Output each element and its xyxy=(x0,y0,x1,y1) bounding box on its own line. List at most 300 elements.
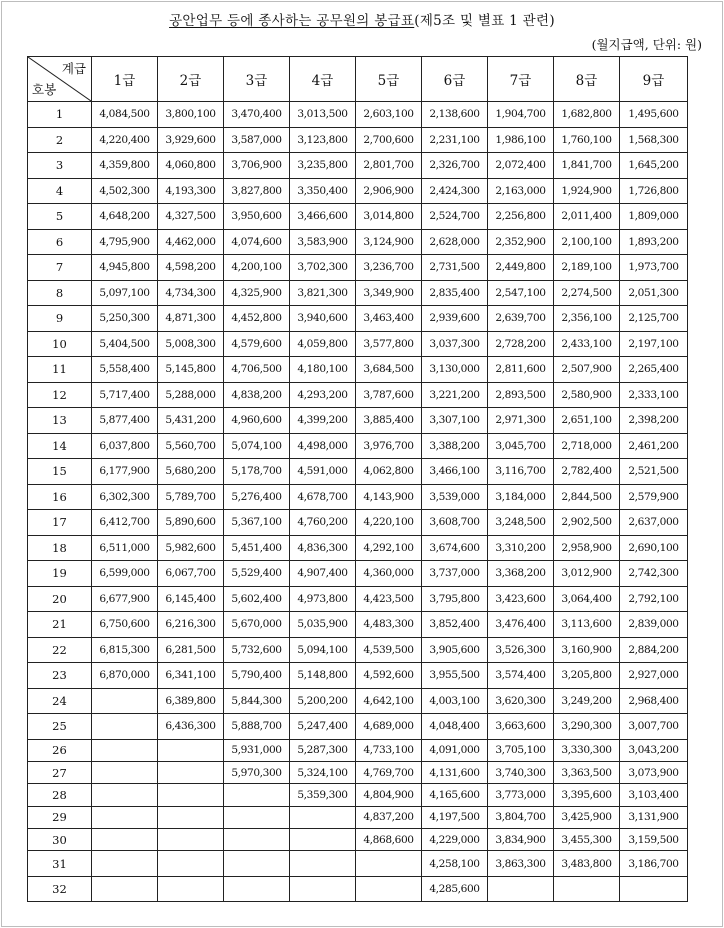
pay-cell: 2,521,500 xyxy=(620,459,688,485)
pay-cell: 3,235,800 xyxy=(290,153,356,179)
pay-cell: 4,733,100 xyxy=(356,739,422,761)
grade-header-3: 3급 xyxy=(224,57,290,102)
pay-cell: 4,462,000 xyxy=(158,229,224,255)
pay-cell: 4,074,600 xyxy=(224,229,290,255)
pay-cell: 1,726,800 xyxy=(620,178,688,204)
pay-cell xyxy=(158,876,224,902)
step-cell: 14 xyxy=(28,433,92,459)
pay-cell: 3,350,400 xyxy=(290,178,356,204)
pay-cell: 5,844,300 xyxy=(224,688,290,714)
pay-cell: 6,216,300 xyxy=(158,612,224,638)
pay-cell: 2,637,000 xyxy=(620,510,688,536)
pay-table-body xyxy=(28,102,688,902)
table-row xyxy=(28,663,688,689)
table-row xyxy=(28,280,688,306)
pay-cell: 2,072,400 xyxy=(488,153,554,179)
pay-cell: 4,003,100 xyxy=(422,688,488,714)
pay-cell xyxy=(92,876,158,902)
pay-cell: 3,463,400 xyxy=(356,306,422,332)
pay-cell: 4,285,600 xyxy=(422,876,488,902)
step-cell: 15 xyxy=(28,459,92,485)
pay-cell: 5,367,100 xyxy=(224,510,290,536)
pay-cell: 3,705,100 xyxy=(488,739,554,761)
pay-cell: 4,220,100 xyxy=(356,510,422,536)
pay-cell: 4,327,500 xyxy=(158,204,224,230)
pay-cell: 2,939,600 xyxy=(422,306,488,332)
table-row xyxy=(28,688,688,714)
step-cell: 19 xyxy=(28,561,92,587)
pay-cell: 2,256,800 xyxy=(488,204,554,230)
pay-cell: 5,074,100 xyxy=(224,433,290,459)
pay-cell xyxy=(620,876,688,902)
pay-cell: 4,871,300 xyxy=(158,306,224,332)
pay-cell: 5,890,600 xyxy=(158,510,224,536)
pay-cell: 4,084,500 xyxy=(92,102,158,128)
pay-cell: 2,547,100 xyxy=(488,280,554,306)
pay-cell: 3,955,500 xyxy=(422,663,488,689)
pay-cell xyxy=(92,851,158,877)
pay-cell: 2,125,700 xyxy=(620,306,688,332)
pay-cell: 5,670,000 xyxy=(224,612,290,638)
pay-cell: 1,924,900 xyxy=(554,178,620,204)
pay-cell: 5,602,400 xyxy=(224,586,290,612)
pay-cell: 3,363,500 xyxy=(554,761,620,783)
pay-cell: 3,455,300 xyxy=(554,829,620,851)
pay-cell: 2,274,500 xyxy=(554,280,620,306)
pay-cell: 2,326,700 xyxy=(422,153,488,179)
pay-cell: 6,412,700 xyxy=(92,510,158,536)
pay-cell: 3,423,600 xyxy=(488,586,554,612)
pay-cell: 2,651,100 xyxy=(554,408,620,434)
pay-cell: 4,642,100 xyxy=(356,688,422,714)
pay-cell: 4,399,200 xyxy=(290,408,356,434)
pay-cell: 3,103,400 xyxy=(620,784,688,806)
pay-cell: 4,907,400 xyxy=(290,561,356,587)
table-row xyxy=(28,761,688,783)
step-cell: 6 xyxy=(28,229,92,255)
pay-cell: 1,973,700 xyxy=(620,255,688,281)
pay-cell: 3,740,300 xyxy=(488,761,554,783)
step-cell: 1 xyxy=(28,102,92,128)
step-cell: 16 xyxy=(28,484,92,510)
document-title-sub: (제5조 및 별표 1 관련) xyxy=(414,13,555,29)
step-cell: 17 xyxy=(28,510,92,536)
pay-cell: 1,893,200 xyxy=(620,229,688,255)
step-cell: 28 xyxy=(28,784,92,806)
pay-cell: 4,258,100 xyxy=(422,851,488,877)
pay-cell xyxy=(290,851,356,877)
pay-cell: 2,801,700 xyxy=(356,153,422,179)
pay-cell: 1,841,700 xyxy=(554,153,620,179)
step-cell: 21 xyxy=(28,612,92,638)
pay-cell: 3,587,000 xyxy=(224,127,290,153)
pay-cell: 4,973,800 xyxy=(290,586,356,612)
pay-cell: 2,782,400 xyxy=(554,459,620,485)
pay-cell xyxy=(290,806,356,828)
pay-cell: 5,359,300 xyxy=(290,784,356,806)
pay-cell: 5,324,100 xyxy=(290,761,356,783)
pay-cell: 3,526,300 xyxy=(488,637,554,663)
pay-cell xyxy=(158,851,224,877)
pay-cell: 2,628,000 xyxy=(422,229,488,255)
pay-cell: 3,539,000 xyxy=(422,484,488,510)
pay-cell: 5,560,700 xyxy=(158,433,224,459)
table-row xyxy=(28,510,688,536)
table-row xyxy=(28,851,688,877)
pay-cell: 4,838,200 xyxy=(224,382,290,408)
pay-cell: 6,599,000 xyxy=(92,561,158,587)
pay-cell: 4,048,400 xyxy=(422,714,488,740)
pay-cell xyxy=(92,739,158,761)
pay-cell: 3,330,300 xyxy=(554,739,620,761)
pay-cell: 3,073,900 xyxy=(620,761,688,783)
pay-cell: 2,424,300 xyxy=(422,178,488,204)
pay-cell: 6,436,300 xyxy=(158,714,224,740)
pay-cell: 4,592,600 xyxy=(356,663,422,689)
pay-cell: 3,476,400 xyxy=(488,612,554,638)
pay-cell: 3,043,200 xyxy=(620,739,688,761)
pay-cell: 2,884,200 xyxy=(620,637,688,663)
grade-header-9: 9급 xyxy=(620,57,688,102)
table-row xyxy=(28,102,688,128)
pay-cell: 5,529,400 xyxy=(224,561,290,587)
pay-cell: 3,620,300 xyxy=(488,688,554,714)
pay-cell: 3,940,600 xyxy=(290,306,356,332)
pay-cell: 2,352,900 xyxy=(488,229,554,255)
step-cell: 22 xyxy=(28,637,92,663)
pay-cell: 2,690,100 xyxy=(620,535,688,561)
pay-cell: 2,333,100 xyxy=(620,382,688,408)
pay-cell: 2,639,700 xyxy=(488,306,554,332)
pay-cell: 6,281,500 xyxy=(158,637,224,663)
pay-cell: 2,138,600 xyxy=(422,102,488,128)
pay-cell: 4,539,500 xyxy=(356,637,422,663)
pay-cell: 2,958,900 xyxy=(554,535,620,561)
pay-cell xyxy=(92,806,158,828)
pay-cell: 5,970,300 xyxy=(224,761,290,783)
pay-cell: 3,045,700 xyxy=(488,433,554,459)
pay-cell xyxy=(224,784,290,806)
pay-cell: 2,927,000 xyxy=(620,663,688,689)
pay-cell: 2,718,000 xyxy=(554,433,620,459)
pay-cell: 6,037,800 xyxy=(92,433,158,459)
pay-cell: 6,677,900 xyxy=(92,586,158,612)
grade-header-7: 7급 xyxy=(488,57,554,102)
pay-cell: 4,091,000 xyxy=(422,739,488,761)
pay-cell: 3,012,900 xyxy=(554,561,620,587)
step-cell: 26 xyxy=(28,739,92,761)
pay-cell: 4,960,600 xyxy=(224,408,290,434)
pay-cell: 2,792,100 xyxy=(620,586,688,612)
pay-cell: 3,863,300 xyxy=(488,851,554,877)
pay-cell: 3,795,800 xyxy=(422,586,488,612)
pay-cell: 3,388,200 xyxy=(422,433,488,459)
pay-cell: 4,359,800 xyxy=(92,153,158,179)
pay-cell: 3,248,500 xyxy=(488,510,554,536)
pay-cell: 4,229,000 xyxy=(422,829,488,851)
step-cell: 13 xyxy=(28,408,92,434)
pay-cell: 3,236,700 xyxy=(356,255,422,281)
pay-cell: 4,804,900 xyxy=(356,784,422,806)
pay-cell: 4,498,000 xyxy=(290,433,356,459)
pay-cell: 4,591,000 xyxy=(290,459,356,485)
pay-cell: 4,795,900 xyxy=(92,229,158,255)
step-cell: 7 xyxy=(28,255,92,281)
pay-cell: 5,404,500 xyxy=(92,331,158,357)
pay-cell: 2,100,100 xyxy=(554,229,620,255)
pay-cell: 3,483,800 xyxy=(554,851,620,877)
pay-cell: 4,292,100 xyxy=(356,535,422,561)
pay-cell: 5,431,200 xyxy=(158,408,224,434)
pay-cell: 3,205,800 xyxy=(554,663,620,689)
pay-cell: 5,732,600 xyxy=(224,637,290,663)
pay-cell: 1,809,000 xyxy=(620,204,688,230)
pay-cell xyxy=(92,688,158,714)
pay-cell: 3,130,000 xyxy=(422,357,488,383)
pay-cell: 2,461,200 xyxy=(620,433,688,459)
pay-cell: 5,717,400 xyxy=(92,382,158,408)
pay-cell: 4,598,200 xyxy=(158,255,224,281)
step-cell: 8 xyxy=(28,280,92,306)
table-row xyxy=(28,178,688,204)
pay-cell: 5,097,100 xyxy=(92,280,158,306)
pay-cell: 4,180,100 xyxy=(290,357,356,383)
pay-cell: 4,193,300 xyxy=(158,178,224,204)
pay-cell: 5,250,300 xyxy=(92,306,158,332)
pay-cell: 2,189,100 xyxy=(554,255,620,281)
pay-cell xyxy=(224,876,290,902)
table-row xyxy=(28,484,688,510)
pay-cell: 2,968,400 xyxy=(620,688,688,714)
pay-cell: 2,051,300 xyxy=(620,280,688,306)
pay-cell: 2,742,300 xyxy=(620,561,688,587)
pay-cell: 5,288,000 xyxy=(158,382,224,408)
pay-cell: 1,904,700 xyxy=(488,102,554,128)
step-cell: 12 xyxy=(28,382,92,408)
table-row xyxy=(28,612,688,638)
pay-cell: 3,466,100 xyxy=(422,459,488,485)
pay-cell xyxy=(488,876,554,902)
pay-cell xyxy=(356,851,422,877)
corner-label-grade: 계급 xyxy=(61,61,86,76)
pay-cell xyxy=(92,784,158,806)
pay-cell: 4,325,900 xyxy=(224,280,290,306)
pay-cell: 5,178,700 xyxy=(224,459,290,485)
pay-cell: 3,821,300 xyxy=(290,280,356,306)
pay-cell: 3,310,200 xyxy=(488,535,554,561)
pay-cell: 2,902,500 xyxy=(554,510,620,536)
pay-cell: 3,249,200 xyxy=(554,688,620,714)
pay-cell: 4,769,700 xyxy=(356,761,422,783)
pay-cell: 3,221,200 xyxy=(422,382,488,408)
pay-cell: 4,165,600 xyxy=(422,784,488,806)
pay-cell: 3,852,400 xyxy=(422,612,488,638)
pay-cell xyxy=(158,739,224,761)
pay-cell: 6,750,600 xyxy=(92,612,158,638)
pay-cell: 3,804,700 xyxy=(488,806,554,828)
pay-cell: 4,648,200 xyxy=(92,204,158,230)
pay-cell: 1,986,100 xyxy=(488,127,554,153)
step-cell: 27 xyxy=(28,761,92,783)
step-cell: 2 xyxy=(28,127,92,153)
pay-cell: 4,143,900 xyxy=(356,484,422,510)
pay-cell: 3,123,800 xyxy=(290,127,356,153)
pay-cell: 3,905,600 xyxy=(422,637,488,663)
pay-cell: 5,888,700 xyxy=(224,714,290,740)
pay-cell: 2,398,200 xyxy=(620,408,688,434)
table-row xyxy=(28,255,688,281)
table-row xyxy=(28,876,688,902)
pay-cell: 5,877,400 xyxy=(92,408,158,434)
pay-cell: 3,014,800 xyxy=(356,204,422,230)
pay-cell xyxy=(92,829,158,851)
step-cell: 25 xyxy=(28,714,92,740)
pay-cell xyxy=(158,829,224,851)
pay-cell: 2,971,300 xyxy=(488,408,554,434)
pay-cell: 2,893,500 xyxy=(488,382,554,408)
pay-cell xyxy=(158,761,224,783)
pay-cell: 1,760,100 xyxy=(554,127,620,153)
pay-cell: 3,160,900 xyxy=(554,637,620,663)
header-row xyxy=(28,57,688,102)
pay-cell: 5,276,400 xyxy=(224,484,290,510)
pay-cell: 4,062,800 xyxy=(356,459,422,485)
pay-cell: 5,931,000 xyxy=(224,739,290,761)
pay-cell: 1,645,200 xyxy=(620,153,688,179)
pay-cell: 3,577,800 xyxy=(356,331,422,357)
table-row xyxy=(28,637,688,663)
grade-header-5: 5급 xyxy=(356,57,422,102)
pay-cell: 5,200,200 xyxy=(290,688,356,714)
pay-cell: 6,389,800 xyxy=(158,688,224,714)
pay-cell: 2,507,900 xyxy=(554,357,620,383)
grade-header-8: 8급 xyxy=(554,57,620,102)
pay-cell: 3,037,300 xyxy=(422,331,488,357)
pay-cell: 4,131,600 xyxy=(422,761,488,783)
table-row xyxy=(28,229,688,255)
step-cell: 32 xyxy=(28,876,92,902)
pay-cell: 3,159,500 xyxy=(620,829,688,851)
pay-cell xyxy=(290,876,356,902)
table-row xyxy=(28,127,688,153)
grade-header-6: 6급 xyxy=(422,57,488,102)
pay-cell: 3,950,600 xyxy=(224,204,290,230)
pay-cell: 3,827,800 xyxy=(224,178,290,204)
pay-cell: 4,836,300 xyxy=(290,535,356,561)
grade-header-2: 2급 xyxy=(158,57,224,102)
table-row xyxy=(28,153,688,179)
table-row xyxy=(28,382,688,408)
pay-cell: 2,197,100 xyxy=(620,331,688,357)
pay-cell: 3,184,000 xyxy=(488,484,554,510)
pay-cell: 2,011,400 xyxy=(554,204,620,230)
pay-cell: 2,839,000 xyxy=(620,612,688,638)
pay-cell: 4,197,500 xyxy=(422,806,488,828)
pay-cell: 3,976,700 xyxy=(356,433,422,459)
pay-cell xyxy=(158,806,224,828)
pay-cell xyxy=(92,761,158,783)
step-cell: 31 xyxy=(28,851,92,877)
pay-cell: 6,302,300 xyxy=(92,484,158,510)
pay-cell: 4,483,300 xyxy=(356,612,422,638)
pay-cell: 1,495,600 xyxy=(620,102,688,128)
pay-cell: 4,734,300 xyxy=(158,280,224,306)
pay-cell: 3,470,400 xyxy=(224,102,290,128)
pay-cell: 6,511,000 xyxy=(92,535,158,561)
pay-cell: 2,449,800 xyxy=(488,255,554,281)
pay-cell: 6,815,300 xyxy=(92,637,158,663)
pay-cell: 3,064,400 xyxy=(554,586,620,612)
pay-cell xyxy=(554,876,620,902)
pay-cell: 2,580,900 xyxy=(554,382,620,408)
pay-cell: 4,423,500 xyxy=(356,586,422,612)
corner-header-cell xyxy=(28,57,92,102)
pay-cell: 5,148,800 xyxy=(290,663,356,689)
pay-cell: 5,451,400 xyxy=(224,535,290,561)
pay-cell: 3,131,900 xyxy=(620,806,688,828)
pay-cell: 2,163,000 xyxy=(488,178,554,204)
step-cell: 18 xyxy=(28,535,92,561)
step-cell: 4 xyxy=(28,178,92,204)
pay-cell: 5,035,900 xyxy=(290,612,356,638)
pay-cell: 4,837,200 xyxy=(356,806,422,828)
pay-cell: 1,682,800 xyxy=(554,102,620,128)
pay-cell: 3,702,300 xyxy=(290,255,356,281)
pay-cell: 3,834,900 xyxy=(488,829,554,851)
pay-cell: 3,113,600 xyxy=(554,612,620,638)
pay-cell: 5,789,700 xyxy=(158,484,224,510)
pay-cell: 3,425,900 xyxy=(554,806,620,828)
pay-cell: 3,608,700 xyxy=(422,510,488,536)
pay-cell: 2,433,100 xyxy=(554,331,620,357)
pay-table xyxy=(27,56,688,902)
pay-cell: 2,811,600 xyxy=(488,357,554,383)
pay-cell: 6,145,400 xyxy=(158,586,224,612)
pay-cell xyxy=(290,829,356,851)
pay-cell: 4,360,000 xyxy=(356,561,422,587)
table-row xyxy=(28,739,688,761)
unit-note: (월지급액, 단위: 원) xyxy=(591,37,702,52)
pay-cell xyxy=(224,829,290,851)
pay-cell: 5,247,400 xyxy=(290,714,356,740)
pay-cell: 5,790,400 xyxy=(224,663,290,689)
table-row xyxy=(28,204,688,230)
table-row xyxy=(28,561,688,587)
pay-cell: 2,700,600 xyxy=(356,127,422,153)
pay-cell: 4,760,200 xyxy=(290,510,356,536)
step-cell: 3 xyxy=(28,153,92,179)
pay-cell: 6,341,100 xyxy=(158,663,224,689)
pay-cell: 3,929,600 xyxy=(158,127,224,153)
pay-cell: 3,663,600 xyxy=(488,714,554,740)
pay-cell: 3,706,900 xyxy=(224,153,290,179)
pay-cell: 5,145,800 xyxy=(158,357,224,383)
pay-cell: 4,060,800 xyxy=(158,153,224,179)
pay-cell: 5,558,400 xyxy=(92,357,158,383)
pay-cell xyxy=(158,784,224,806)
pay-cell: 6,067,700 xyxy=(158,561,224,587)
pay-cell: 2,579,900 xyxy=(620,484,688,510)
pay-cell: 4,059,800 xyxy=(290,331,356,357)
step-cell: 29 xyxy=(28,806,92,828)
pay-cell: 3,368,200 xyxy=(488,561,554,587)
pay-cell xyxy=(224,851,290,877)
table-row xyxy=(28,535,688,561)
pay-cell: 2,265,400 xyxy=(620,357,688,383)
pay-cell: 4,452,800 xyxy=(224,306,290,332)
pay-cell: 1,568,300 xyxy=(620,127,688,153)
pay-cell: 3,307,100 xyxy=(422,408,488,434)
